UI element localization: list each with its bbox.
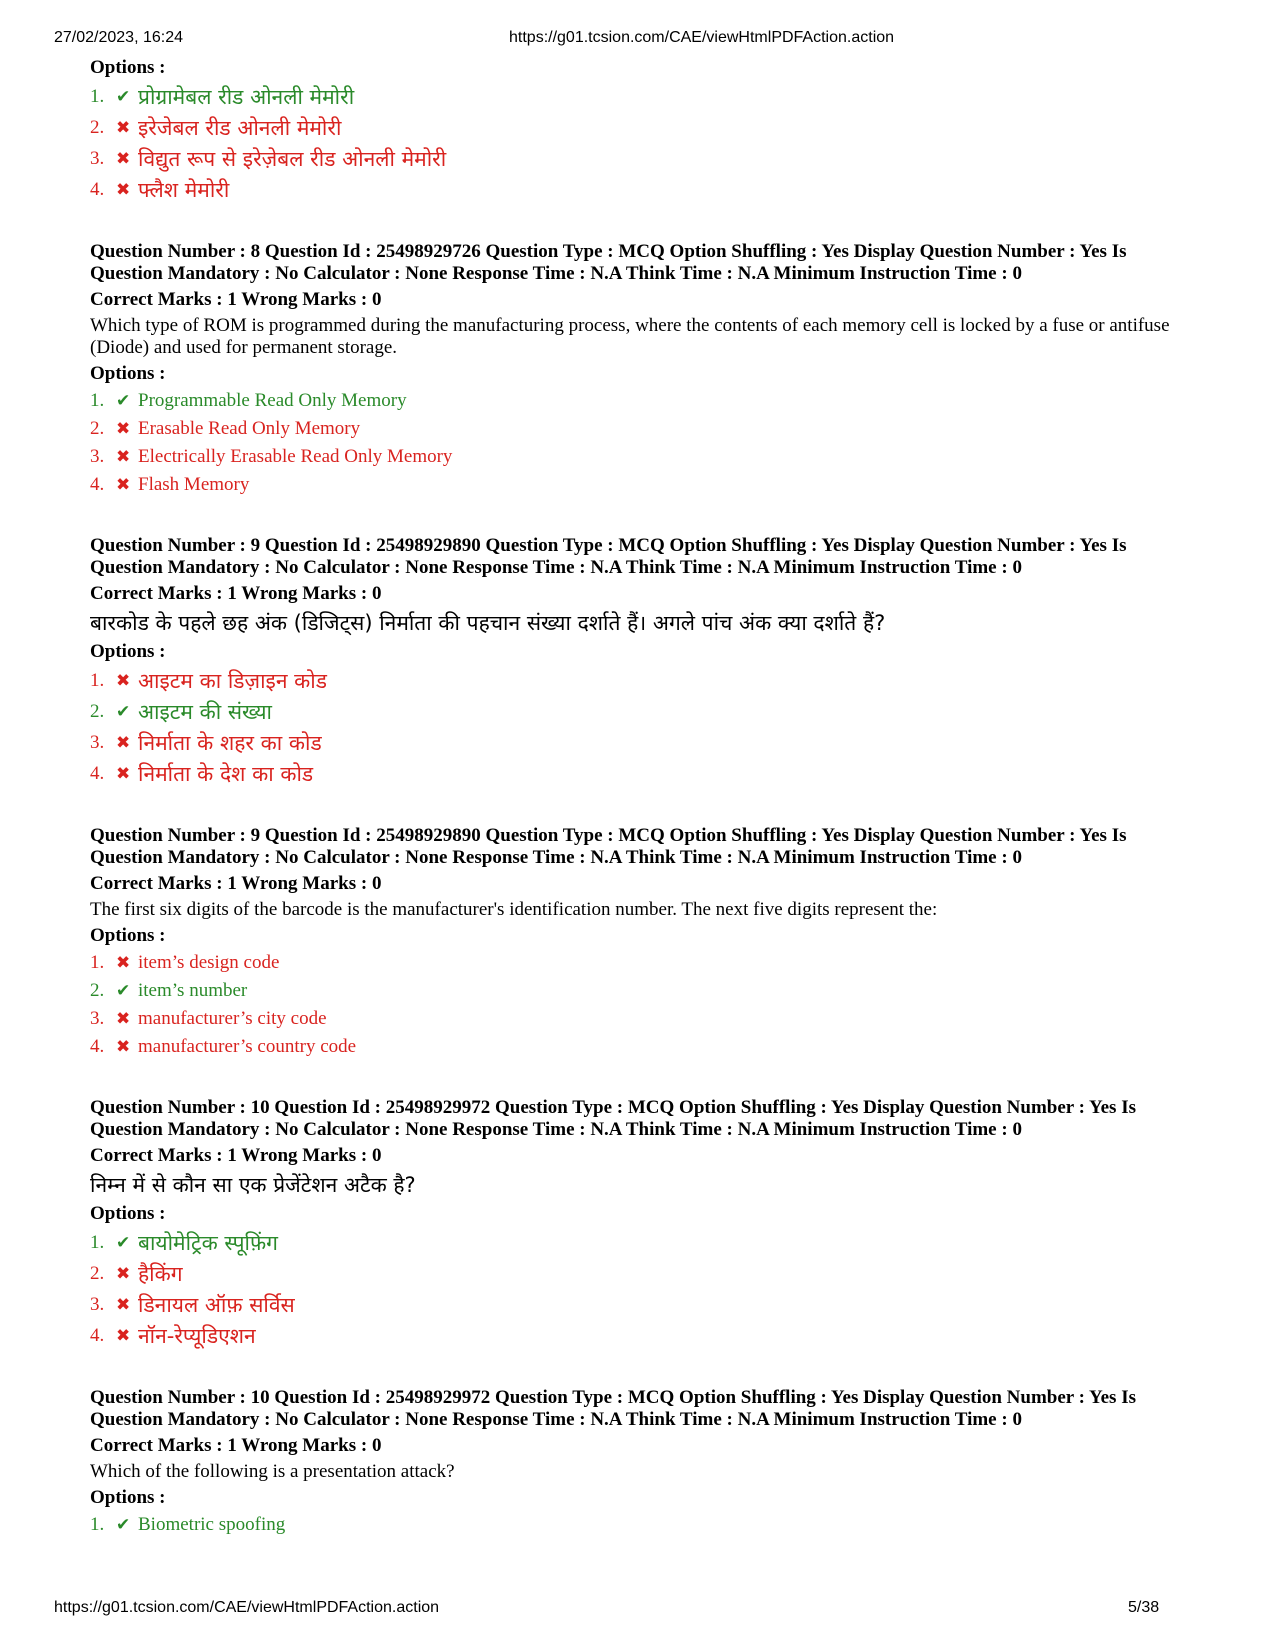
option-item — [90, 727, 1200, 758]
cross-icon: ✖ — [116, 953, 131, 972]
option-label: आइटम का डिज़ाइन कोड — [138, 668, 327, 693]
option-label: निर्माता के शहर का कोड — [138, 730, 322, 755]
check-icon: ✔ — [116, 391, 131, 410]
option-item — [90, 415, 1200, 443]
block-spacer — [90, 1351, 1200, 1387]
question-list — [90, 57, 1200, 1539]
option-item — [90, 758, 1200, 789]
option-item — [90, 471, 1200, 499]
option-item — [90, 143, 1200, 174]
question-meta: Question Number : 8 Question Id : 25498929726 Question Type : MCQ Option Shuffling : Yes Display Question Number : Yes Is Question Mandatory : No Calculator : None Response Time : N.A Think Time : N.A Minimum Instruction Time : 0 — [90, 241, 1127, 284]
question-block — [90, 1387, 1200, 1539]
option-item — [90, 977, 1200, 1005]
option-item — [90, 1033, 1200, 1061]
option-number: 1. — [90, 669, 105, 691]
option-label: नॉन-रेप्यूडिएशन — [138, 1323, 256, 1348]
question-marks: Correct Marks : 1 Wrong Marks : 0 — [90, 289, 382, 310]
question-marks: Correct Marks : 1 Wrong Marks : 0 — [90, 583, 382, 604]
option-label: Flash Memory — [138, 474, 250, 495]
option-label: बायोमेट्रिक स्पूफ़िंग — [138, 1230, 278, 1255]
block-spacer — [90, 205, 1200, 241]
cross-icon: ✖ — [116, 1037, 131, 1056]
question-meta: Question Number : 9 Question Id : 25498929890 Question Type : MCQ Option Shuffling : Yes Display Question Number : Yes Is Question Mandatory : No Calculator : None Response Time : N.A Think Time : N.A Minimum Instruction Time : 0 — [90, 825, 1127, 868]
question-block — [90, 535, 1200, 789]
cross-icon: ✖ — [116, 732, 131, 752]
question-marks: Correct Marks : 1 Wrong Marks : 0 — [90, 1435, 382, 1456]
option-label: हैकिंग — [138, 1261, 183, 1286]
option-label: विद्युत रूप से इरेज़ेबल रीड ओनली मेमोरी — [138, 146, 447, 171]
option-item — [90, 1258, 1200, 1289]
option-number: 1. — [90, 1514, 105, 1535]
option-item — [90, 1005, 1200, 1033]
option-item — [90, 81, 1200, 112]
option-number: 4. — [90, 1036, 105, 1057]
option-item — [90, 949, 1200, 977]
question-block — [90, 57, 1200, 205]
option-label: डिनायल ऑफ़ सर्विस — [138, 1292, 295, 1317]
option-number: 2. — [90, 116, 105, 138]
option-number: 3. — [90, 446, 105, 467]
option-item — [90, 1511, 1200, 1539]
header-datetime: 27/02/2023, 16:24 — [54, 29, 184, 46]
option-item — [90, 696, 1200, 727]
cross-icon: ✖ — [116, 1325, 131, 1345]
question-block — [90, 825, 1200, 1061]
question-marks: Correct Marks : 1 Wrong Marks : 0 — [90, 873, 382, 894]
option-item — [90, 665, 1200, 696]
check-icon: ✔ — [116, 1232, 131, 1252]
question-meta: Question Number : 9 Question Id : 25498929890 Question Type : MCQ Option Shuffling : Yes Display Question Number : Yes Is Question Mandatory : No Calculator : None Response Time : N.A Think Time : N.A Minimum Instruction Time : 0 — [90, 535, 1127, 578]
check-icon: ✔ — [116, 701, 131, 721]
option-label: आइटम की संख्या — [138, 699, 272, 724]
option-number: 1. — [90, 85, 105, 107]
option-label: manufacturer’s city code — [138, 1008, 327, 1029]
check-icon: ✔ — [116, 1515, 131, 1534]
question-text: Which of the following is a presentation attack? — [90, 1461, 455, 1482]
options-heading: Options : — [90, 57, 166, 78]
option-number: 4. — [90, 1324, 105, 1346]
question-text: The first six digits of the barcode is the manufacturer's identification number. The next five digits represent the: — [90, 899, 938, 920]
option-label: Programmable Read Only Memory — [138, 390, 407, 411]
option-label: फ्लैश मेमोरी — [138, 177, 230, 202]
cross-icon: ✖ — [116, 419, 131, 438]
cross-icon: ✖ — [116, 179, 131, 199]
options-heading: Options : — [90, 925, 166, 946]
cross-icon: ✖ — [116, 1263, 131, 1283]
option-number: 3. — [90, 1293, 105, 1315]
option-number: 2. — [90, 980, 105, 1001]
question-block — [90, 1097, 1200, 1351]
footer-url: https://g01.tcsion.com/CAE/viewHtmlPDFAction.action — [54, 1599, 440, 1616]
option-label: निर्माता के देश का कोड — [138, 761, 314, 786]
option-item — [90, 1320, 1200, 1351]
options-heading: Options : — [90, 641, 166, 662]
block-spacer — [90, 1061, 1200, 1097]
cross-icon: ✖ — [116, 670, 131, 690]
option-number: 1. — [90, 390, 105, 411]
option-number: 2. — [90, 1262, 105, 1284]
option-item — [90, 1289, 1200, 1320]
block-spacer — [90, 789, 1200, 825]
option-number: 1. — [90, 1231, 105, 1253]
options-heading: Options : — [90, 1487, 166, 1508]
option-label: Erasable Read Only Memory — [138, 418, 361, 439]
cross-icon: ✖ — [116, 447, 131, 466]
options-heading: Options : — [90, 363, 166, 384]
question-meta: Question Number : 10 Question Id : 25498929972 Question Type : MCQ Option Shuffling : Yes Display Question Number : Yes Is Question Mandatory : No Calculator : None Response Time : N.A Think Time : N.A Minimum Instruction Time : 0 — [90, 1097, 1136, 1140]
page-number: 5/38 — [1128, 1599, 1160, 1616]
option-item — [90, 443, 1200, 471]
header-url: https://g01.tcsion.com/CAE/viewHtmlPDFAction.action — [509, 29, 895, 46]
question-text: बारकोड के पहले छह अंक (डिजिट्स) निर्माता की पहचान संख्या दर्शाते हैं। अगले पांच अंक क्या दर्शाते हैं? — [90, 611, 886, 635]
check-icon: ✔ — [116, 981, 131, 1000]
cross-icon: ✖ — [116, 148, 131, 168]
option-item — [90, 174, 1200, 205]
option-label: Biometric spoofing — [138, 1514, 286, 1535]
option-number: 2. — [90, 418, 105, 439]
option-number: 1. — [90, 952, 105, 973]
option-item — [90, 1227, 1200, 1258]
option-number: 4. — [90, 178, 105, 200]
option-label: manufacturer’s country code — [138, 1036, 357, 1057]
cross-icon: ✖ — [116, 1294, 131, 1314]
cross-icon: ✖ — [116, 763, 131, 783]
option-number: 3. — [90, 1008, 105, 1029]
option-label: item’s design code — [138, 952, 280, 973]
option-item — [90, 387, 1200, 415]
option-number: 4. — [90, 474, 105, 495]
option-number: 2. — [90, 700, 105, 722]
question-text: Which type of ROM is programmed during the manufacturing process, where the contents of each memory cell is locked by a fuse or antifuse (Diode) and used for permanent storage. — [90, 315, 1170, 358]
question-marks: Correct Marks : 1 Wrong Marks : 0 — [90, 1145, 382, 1166]
option-label: इरेजेबल रीड ओनली मेमोरी — [138, 115, 342, 140]
option-label: item’s number — [138, 980, 248, 1001]
cross-icon: ✖ — [116, 117, 131, 137]
check-icon: ✔ — [116, 86, 131, 106]
option-label: Electrically Erasable Read Only Memory — [138, 446, 453, 467]
cross-icon: ✖ — [116, 1009, 131, 1028]
option-label: प्रोग्रामेबल रीड ओनली मेमोरी — [138, 84, 355, 109]
option-number: 3. — [90, 731, 105, 753]
cross-icon: ✖ — [116, 475, 131, 494]
option-number: 4. — [90, 762, 105, 784]
question-meta: Question Number : 10 Question Id : 25498929972 Question Type : MCQ Option Shuffling : Yes Display Question Number : Yes Is Question Mandatory : No Calculator : None Response Time : N.A Think Time : N.A Minimum Instruction Time : 0 — [90, 1387, 1136, 1430]
block-spacer — [90, 499, 1200, 535]
option-item — [90, 112, 1200, 143]
question-text: निम्न में से कौन सा एक प्रेजेंटेशन अटैक है? — [90, 1173, 416, 1197]
question-block — [90, 241, 1200, 499]
option-number: 3. — [90, 147, 105, 169]
options-heading: Options : — [90, 1203, 166, 1224]
